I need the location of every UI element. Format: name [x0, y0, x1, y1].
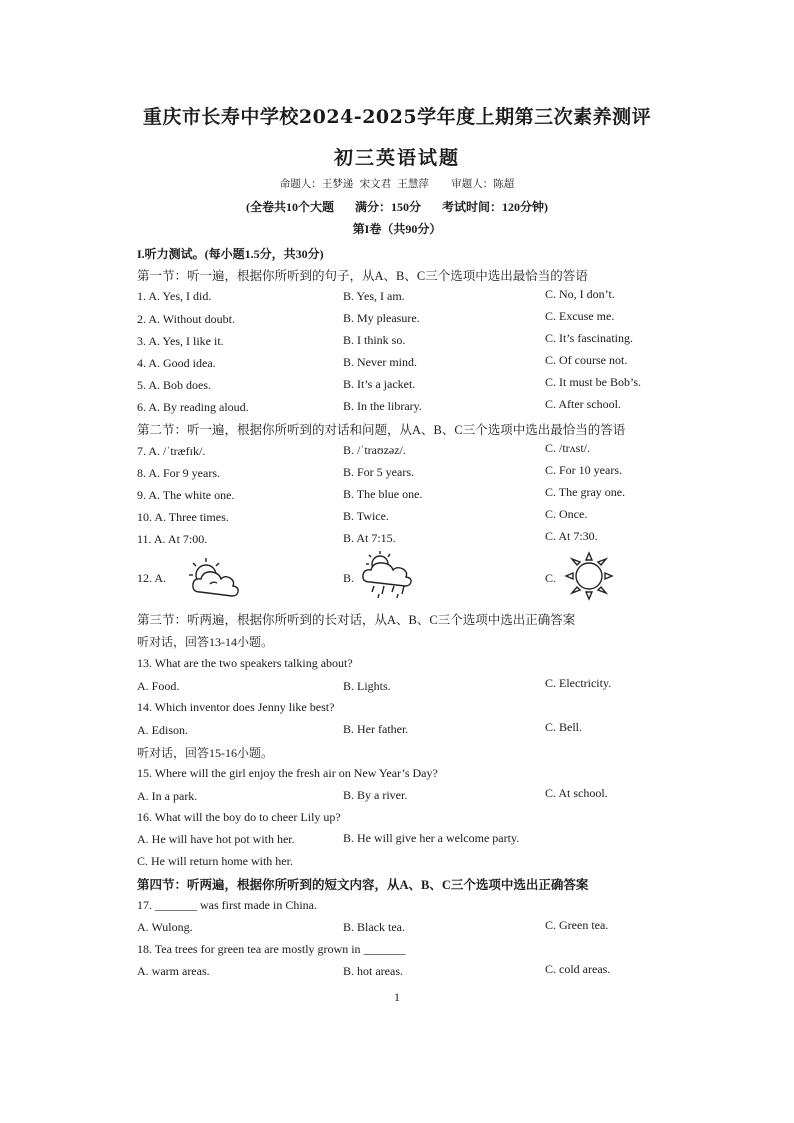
q4-option-c: C. Of course not. — [545, 353, 628, 367]
q11-option-a: 11. A. At 7:00. — [137, 532, 208, 546]
q7-option-c: C. /trʌst/. — [545, 441, 591, 455]
q15-option-c: C. At school. — [545, 786, 608, 800]
exam-time: 考试时间：120分钟) — [442, 200, 548, 214]
q18-option-b: B. hot areas. — [343, 964, 403, 978]
q10-option-a: 10. A. Three times. — [137, 510, 229, 524]
q4-option-a: 4. A. Good idea. — [137, 356, 216, 370]
q13-option-b: B. Lights. — [343, 679, 391, 693]
q12-option-a-label: 12. A. — [137, 571, 167, 585]
reviewer-name: 审题人：陈超 — [451, 178, 515, 190]
q8-option-c: C. For 10 years. — [545, 463, 622, 477]
exam-score: 满分：150分 — [354, 200, 421, 214]
q5-option-b: B. It’s a jacket. — [343, 377, 416, 391]
q13-option-c: C. Electricity. — [545, 676, 612, 690]
q16-stem: 16. What will the boy do to cheer Lily up? — [137, 810, 341, 824]
section4-title: 第四节：听两遍，根据你所听到的短文内容，从A、B、C三个选项中选出正确答案 — [137, 878, 589, 892]
q15-option-b: B. By a river. — [343, 788, 408, 802]
q8-option-a: 8. A. For 9 years. — [137, 466, 220, 480]
exam-info-line — [0, 198, 794, 215]
q3-option-c: C. It’s fascinating. — [545, 331, 633, 345]
q1-option-a: 1. A. Yes, I did. — [137, 289, 212, 303]
q1-option-c: C. No, I don’t. — [545, 287, 615, 301]
q12-option-c-label: C. — [545, 571, 557, 585]
exam-subtitle: 初三英语试题 — [333, 147, 460, 169]
q17-stem: 17. _______ was first made in China. — [137, 898, 317, 912]
q9-option-b: B. The blue one. — [343, 487, 423, 501]
q13-option-a: A. Food. — [137, 679, 180, 693]
q9-option-c: C. The gray one. — [545, 485, 626, 499]
q18-option-a: A. warm areas. — [137, 964, 210, 978]
q2-option-b: B. My pleasure. — [343, 311, 420, 325]
q9-option-a: 9. A. The white one. — [137, 488, 235, 502]
section1-title: 第一节：听一遍，根据你所听到的句子，从A、B、C三个选项中选出最恰当的答语 — [137, 269, 588, 283]
q6-option-a: 6. A. By reading aloud. — [137, 400, 249, 414]
q13-stem: 13. What are the two speakers talking about? — [137, 656, 353, 670]
q3-option-a: 3. A. Yes, I like it. — [137, 334, 224, 348]
q7-option-b: B. /ˈtraʊzəz/. — [343, 443, 406, 457]
exam-sections: (全卷共10个大题 — [245, 200, 334, 214]
q10-option-c: C. Once. — [545, 507, 588, 521]
q5-option-c: C. It must be Bob’s. — [545, 375, 642, 389]
exam-title: 重庆市长寿中学校2024-2025学年度上期第三次素养测评 — [142, 106, 652, 128]
q14-option-c: C. Bell. — [545, 720, 583, 734]
section2-title: 第二节：听一遍，根据你所听到的对话和问题，从A、B、C三个选项中选出最恰当的答语 — [137, 423, 626, 437]
setter-names: 命题人：王梦递 宋文君 王慧萍 — [279, 178, 429, 190]
q17-option-a: A. Wulong. — [137, 920, 193, 934]
q16-option-c: C. He will return home with her. — [137, 854, 293, 868]
q3-option-b: B. I think so. — [343, 333, 406, 347]
q15-stem: 15. Where will the girl enjoy the fresh air on New Year’s Day? — [137, 766, 438, 780]
q17-option-c: C. Green tea. — [545, 918, 609, 932]
q2-option-a: 2. A. Without doubt. — [137, 312, 235, 326]
volume-heading: 第I卷（共90分） — [352, 222, 442, 236]
q12-option-b-label: B. — [343, 571, 355, 585]
section3-title: 第三节：听两遍，根据你所听到的长对话，从A、B、C三个选项中选出正确答案 — [137, 613, 576, 627]
q14-stem: 14. Which inventor does Jenny like best? — [137, 700, 335, 714]
q4-option-b: B. Never mind. — [343, 355, 417, 369]
q11-option-c: C. At 7:30. — [545, 529, 598, 543]
section3-intro-13-14: 听对话，回答13-14小题。 — [137, 635, 273, 649]
rain-cloud-icon — [356, 548, 422, 600]
q18-stem: 18. Tea trees for green tea are mostly grown in _______ — [137, 942, 406, 956]
q17-option-b: B. Black tea. — [343, 920, 405, 934]
part1-title: I.听力测试。(每小题1.5分，共30分) — [137, 247, 324, 261]
q16-option-a: A. He will have hot pot with her. — [137, 832, 295, 846]
page-number: 1 — [394, 990, 400, 1004]
author-line — [0, 176, 794, 191]
q14-option-a: A. Edison. — [137, 723, 188, 737]
q5-option-a: 5. A. Bob does. — [137, 378, 212, 392]
q1-option-b: B. Yes, I am. — [343, 289, 405, 303]
q11-option-b: B. At 7:15. — [343, 531, 396, 545]
q10-option-b: B. Twice. — [343, 509, 389, 523]
q7-option-a: 7. A. /ˈtræfɪk/. — [137, 444, 206, 458]
sun-behind-cloud-icon — [180, 556, 246, 600]
q6-option-b: B. In the library. — [343, 399, 422, 413]
section3-intro-15-16: 听对话，回答15-16小题。 — [137, 746, 273, 760]
q16-option-b: B. He will give her a welcome party. — [343, 831, 520, 845]
q15-option-a: A. In a park. — [137, 789, 198, 803]
q8-option-b: B. For 5 years. — [343, 465, 414, 479]
q14-option-b: B. Her father. — [343, 722, 409, 736]
q18-option-c: C. cold areas. — [545, 962, 611, 976]
q2-option-c: C. Excuse me. — [545, 309, 615, 323]
q6-option-c: C. After school. — [545, 397, 621, 411]
sun-icon — [560, 549, 618, 603]
